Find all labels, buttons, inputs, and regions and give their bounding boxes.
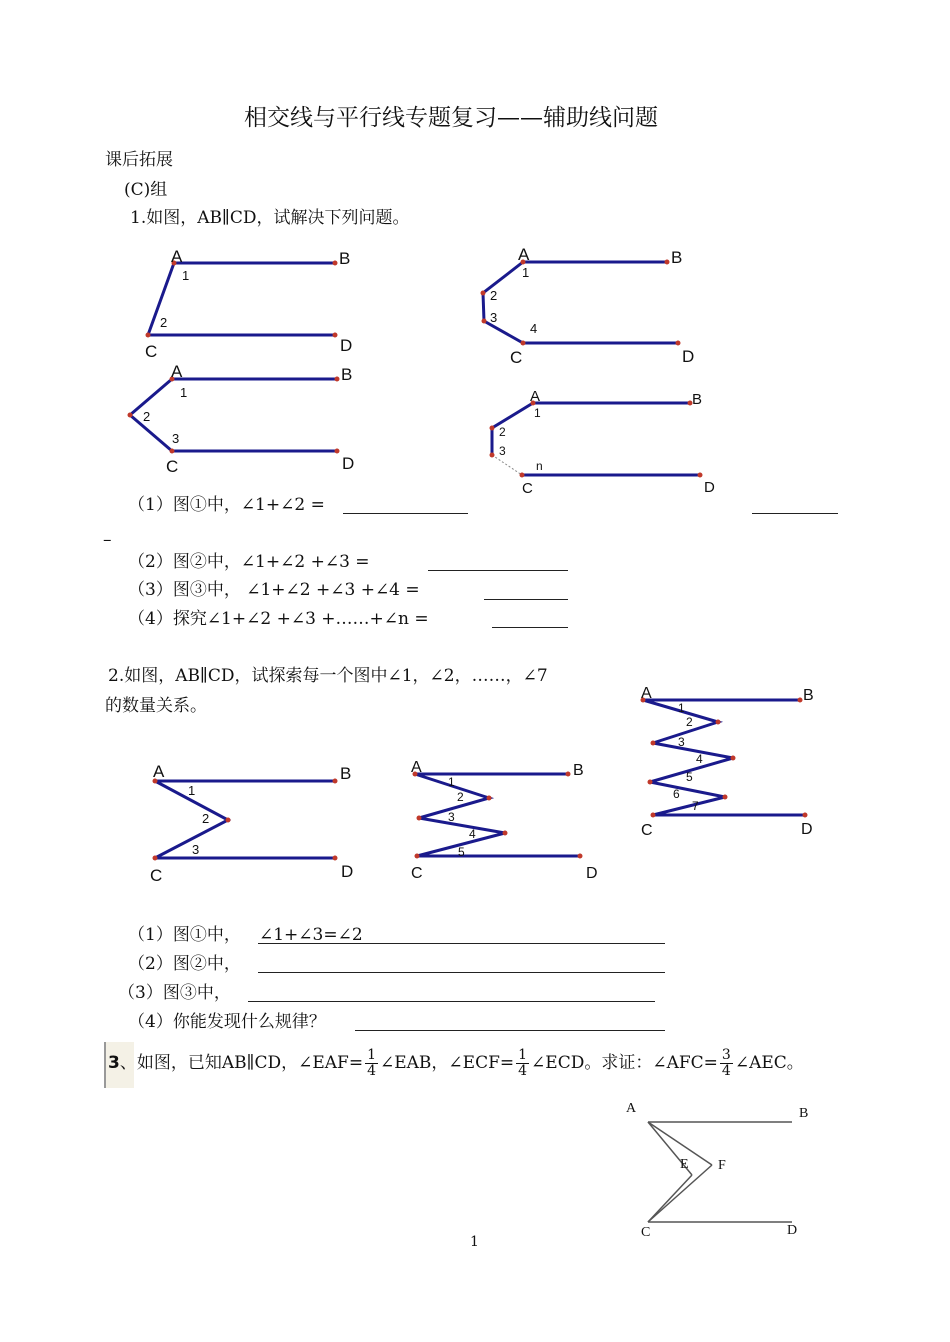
q3-sep: 、 xyxy=(119,1053,137,1073)
q1-part-4: （4）探究∠1+∠2 +∠3 +……+∠n = xyxy=(128,609,429,629)
q2-part-3: （3）图③中， xyxy=(118,983,231,1003)
q3-fraction-1: $\frac{1}{4}$ xyxy=(367,1047,376,1079)
q3-number: 3 xyxy=(108,1053,120,1073)
q1-stem: 1.如图，AB∥CD，试解决下列问题。 xyxy=(130,208,410,228)
label-B: B xyxy=(341,365,353,384)
label-A: A xyxy=(626,1101,637,1116)
label-B: B xyxy=(573,762,584,779)
angle-label: 3 xyxy=(192,842,200,857)
q1-dash: – xyxy=(103,530,112,550)
angle-label: 2 xyxy=(143,409,151,424)
angle-label: 1 xyxy=(522,265,530,280)
q3-text-d: ∠AEC。 xyxy=(734,1053,804,1073)
label-D: D xyxy=(342,454,355,473)
angle-label: 1 xyxy=(534,406,541,420)
page-number: 1 xyxy=(470,1234,479,1250)
angle-label: 1 xyxy=(678,701,685,715)
label-C: C xyxy=(641,822,653,839)
label-A: A xyxy=(411,759,422,776)
label-A: A xyxy=(153,762,165,781)
angle-label: 6 xyxy=(673,787,680,801)
label-C: C xyxy=(150,866,163,885)
label-C: C xyxy=(166,457,179,476)
q1-fig3-lines xyxy=(130,379,337,451)
angle-label: 2 xyxy=(160,315,168,330)
angle-label: 4 xyxy=(530,321,538,336)
fig-lines xyxy=(130,262,805,858)
angle-label: 1 xyxy=(448,775,455,789)
label-C: C xyxy=(411,865,423,882)
angle-label: 5 xyxy=(458,845,465,859)
label-D: D xyxy=(704,479,715,496)
angle-label: 2 xyxy=(490,288,498,303)
q3-fraction-3: $\frac{3}{4}$ xyxy=(721,1047,731,1079)
label-D: D xyxy=(682,347,695,366)
q3-text-c: ∠ECD。求证：∠AFC= xyxy=(531,1053,718,1073)
angle-label: 4 xyxy=(469,827,476,841)
label-D: D xyxy=(340,336,353,355)
points xyxy=(128,260,808,861)
angle-label: 2 xyxy=(202,811,210,826)
label-A: A xyxy=(518,245,530,264)
q2-fig2-lines xyxy=(415,774,580,856)
page-title: 相交线与平行线专题复习——辅助线问题 xyxy=(244,105,658,131)
label-A: A xyxy=(530,388,541,405)
label-D: D xyxy=(586,865,598,882)
q1-fig2-lines xyxy=(483,262,678,343)
q2-part-1: （1）图①中， xyxy=(128,925,241,945)
label-B: B xyxy=(692,391,703,408)
label-A: A xyxy=(171,362,183,381)
label-C: C xyxy=(522,480,533,497)
label-D: D xyxy=(341,862,354,881)
label-B: B xyxy=(671,248,683,267)
q3-fraction-2: $\frac{1}{4}$ xyxy=(518,1047,528,1079)
q1-fig4-lines-top xyxy=(492,403,690,455)
label-C: C xyxy=(145,342,158,361)
angle-label: 3 xyxy=(448,810,455,824)
label-D: D xyxy=(787,1223,798,1238)
angle-label: 2 xyxy=(457,790,464,804)
label-D: D xyxy=(801,821,813,838)
label-B: B xyxy=(799,1106,809,1121)
label-A: A xyxy=(171,247,183,266)
angle-label: 5 xyxy=(686,770,693,784)
q2-part-4: （4）你能发现什么规律？ xyxy=(128,1012,326,1032)
angle-label: 3 xyxy=(678,735,685,749)
q1-fig4-dashed xyxy=(492,455,522,475)
section-heading: 课后拓展 xyxy=(105,150,173,170)
angle-label: 2 xyxy=(499,425,506,439)
angle-label: 1 xyxy=(182,268,190,283)
angle-label: 1 xyxy=(180,385,188,400)
group-label: (C)组 xyxy=(124,180,168,200)
q2-stem-line1: 2.如图，AB∥CD，试探索每一个图中∠1，∠2，……，∠7 xyxy=(108,666,548,686)
fig-labels xyxy=(143,245,814,1240)
label-A: A xyxy=(641,685,652,702)
q3-text-a: 如图，已知AB∥CD，∠EAF= xyxy=(136,1053,364,1073)
angle-label: 2 xyxy=(686,715,693,729)
q1-part-3: （3）图③中， ∠1+∠2 +∠3 +∠4 = xyxy=(128,580,420,600)
angle-label: 3 xyxy=(499,444,506,458)
q3-text-b: ∠EAB，∠ECF= xyxy=(380,1053,515,1073)
q2-part-2: （2）图②中， xyxy=(128,954,241,974)
label-B: B xyxy=(340,764,352,783)
angle-label: 4 xyxy=(696,752,703,766)
label-B: B xyxy=(803,687,814,704)
label-C: C xyxy=(510,348,523,367)
angle-label: 3 xyxy=(490,310,498,325)
q1-part-2: （2）图②中，∠1+∠2 +∠3 = xyxy=(128,552,370,572)
label-C: C xyxy=(641,1225,651,1240)
angle-label: 7 xyxy=(692,799,699,813)
label-F: F xyxy=(718,1158,726,1173)
q1-part-1: （1）图①中，∠1+∠2 = xyxy=(128,495,325,515)
q2-fig1-lines xyxy=(155,781,335,858)
angle-label: n xyxy=(536,459,543,473)
angle-label: 3 xyxy=(172,431,180,446)
q2-answer-1: ∠1+∠3=∠2 xyxy=(259,925,363,945)
q2-stem-line2: 的数量关系。 xyxy=(105,696,207,716)
angle-label: 1 xyxy=(188,783,196,798)
label-B: B xyxy=(339,249,351,268)
q1-fig1-lines xyxy=(148,263,335,335)
label-E: E xyxy=(680,1157,689,1172)
